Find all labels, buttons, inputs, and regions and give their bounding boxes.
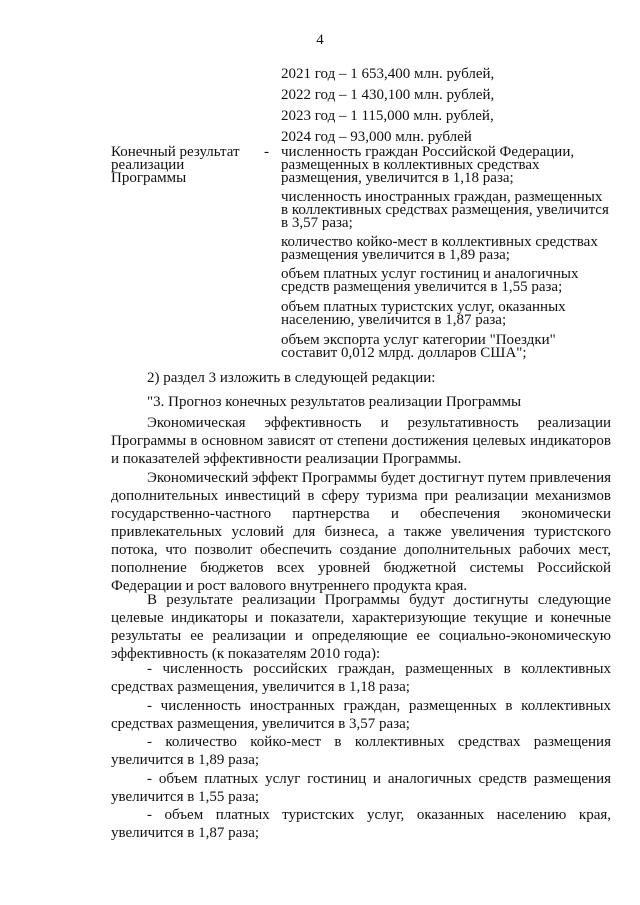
funding-year-2021: 2021 год – 1 653,400 млн. рублей, <box>281 66 495 82</box>
page-number: 4 <box>316 32 324 48</box>
body-paragraph: В результате реализации Программы будут достигнуты следующие целевые индикаторы и показатели, характеризующие текущие и конечные результаты ее реализации и определяющие ее социально-экономическую эффективность (к показателям 2010 года): <box>111 592 611 662</box>
section-title: "3. Прогноз конечных результатов реализации Программы <box>147 394 522 410</box>
final-result-item: количество койко-мест в коллективных средствах размещения увеличится в 1,89 раза; <box>281 234 598 263</box>
list-item: - объем платных туристских услуг, оказанных населению края, увеличится в 1,87 раза; <box>111 807 611 841</box>
funding-year-2024: 2024 год – 93,000 млн. рублей <box>281 129 472 145</box>
final-result-item: объем платных туристских услуг, оказанных населению, увеличится в 1,87 раза; <box>281 299 566 328</box>
final-result-item: объем экспорта услуг категории "Поездки" составит 0,012 млрд. долларов США"; <box>281 332 556 361</box>
funding-year-2023: 2023 год – 1 115,000 млн. рублей, <box>281 108 494 124</box>
list-item: - объем платных услуг гостиниц и аналогичных средств размещения увеличится в 1,55 раза; <box>111 771 611 805</box>
final-result-item: численность иностранных граждан, размещенных в коллективных средствах размещения, увеличится в 3,57 раза; <box>281 189 609 231</box>
funding-year-2022: 2022 год – 1 430,100 млн. рублей, <box>281 87 495 103</box>
funding-years-list <box>281 64 611 148</box>
list-item: - численность российских граждан, размещенных в коллективных средствах размещения, увеличится в 1,18 раза; <box>111 661 611 695</box>
list-item: - численность иностранных граждан, размещенных в коллективных средствах размещения, увеличится в 3,57 раза; <box>111 698 611 732</box>
final-result-label <box>111 146 261 185</box>
final-result-item: объем платных услуг гостиниц и аналогичных средств размещения увеличится в 1,55 раза; <box>281 266 579 295</box>
list-item: - количество койко-мест в коллективных средствах размещения увеличится в 1,89 раза; <box>111 734 611 768</box>
final-result-dash: - <box>264 144 269 160</box>
section-instruction: 2) раздел 3 изложить в следующей редакции: <box>147 370 436 386</box>
final-result-label-line2: реализации Программы <box>111 157 187 186</box>
body-paragraph: Экономическая эффективность и результативность реализации Программы в основном зависят от степени достижения целевых индикаторов и показателей эффективности реализации Программы. <box>111 415 611 467</box>
final-result-item: численность граждан Российской Федерации, размещенных в коллективных средствах размещения, увеличится в 1,18 раза; <box>281 144 575 186</box>
final-result-label-line1: Конечный результат <box>111 144 240 160</box>
body-paragraph: Экономический эффект Программы будет достигнут путем привлечения дополнительных инвестиций в сферу туризма при реализации механизмов государственно-частного партнерства и обеспечения экономически привлекательных условий для бизнеса, а также увеличения туристского потока, что позволит обеспечить создание дополнительных рабочих мест, пополнение бюджетов всех уровней бюджетной системы Российской Федерации и рост валового внутреннего продукта края. <box>111 470 612 594</box>
